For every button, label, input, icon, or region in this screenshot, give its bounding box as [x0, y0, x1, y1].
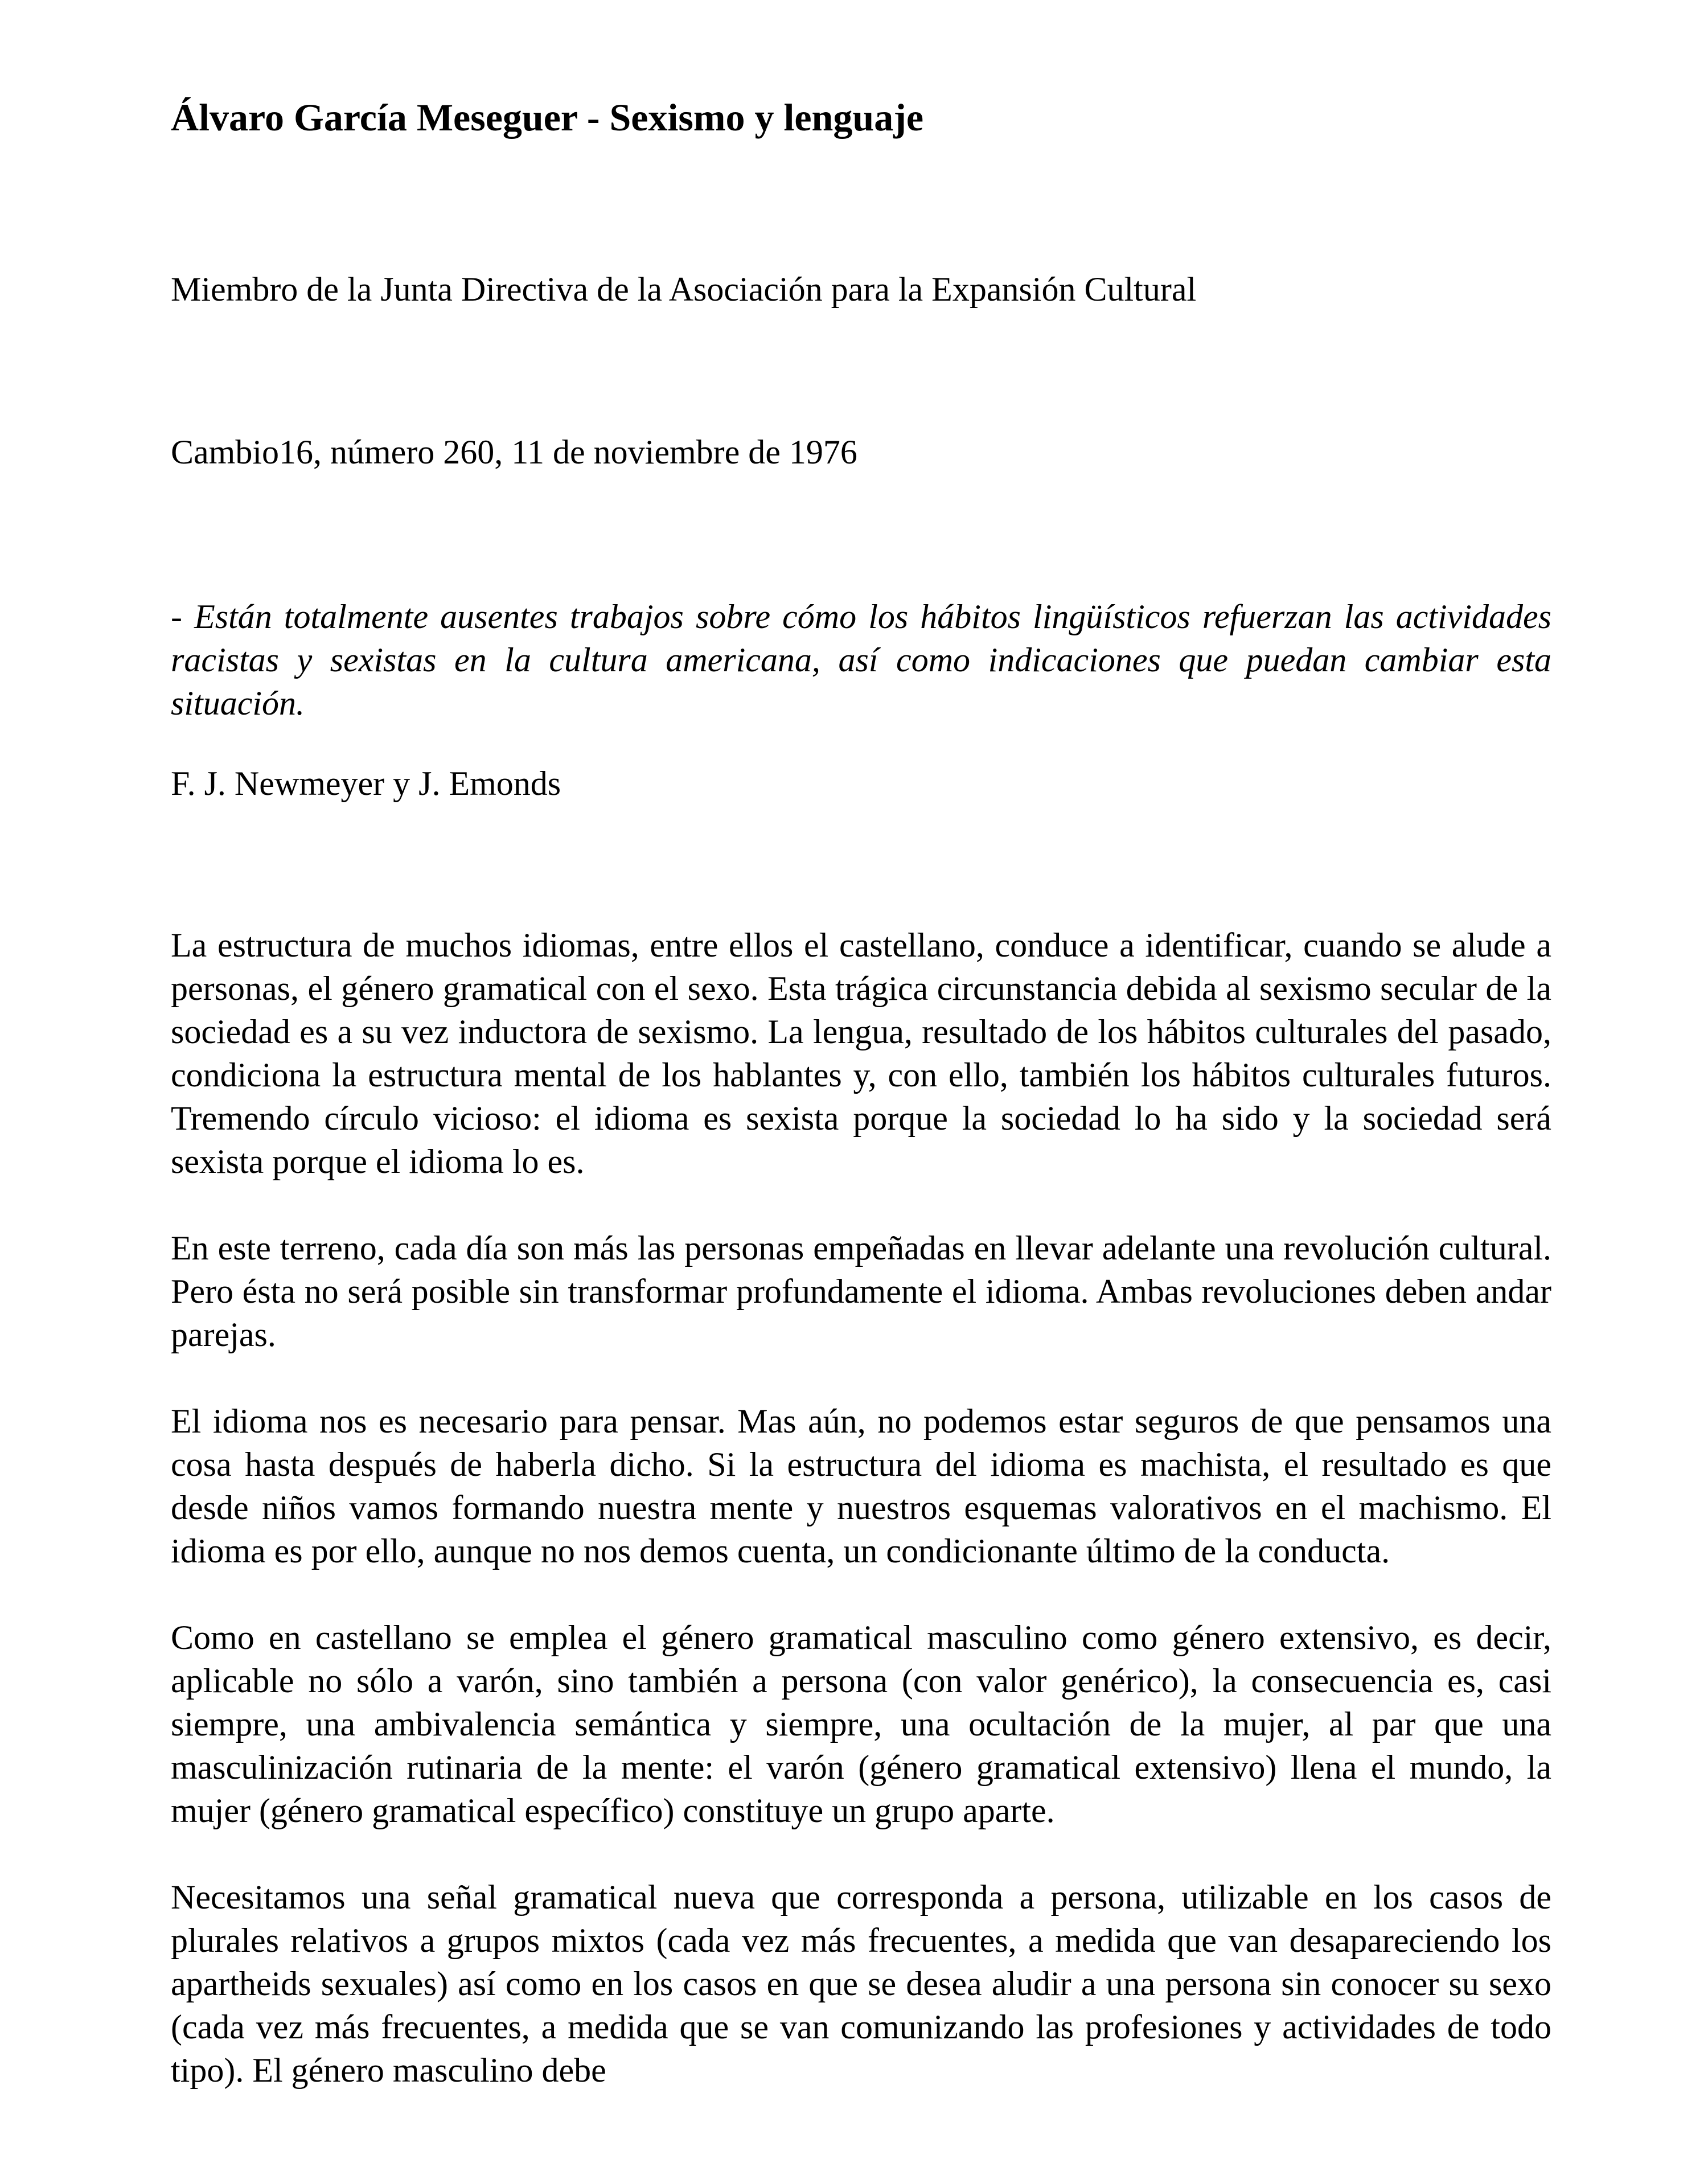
- epigraph: [171, 595, 1551, 725]
- body-paragraph: Como en castellano se emplea el género gramatical masculino como género extensivo, es decir, aplicable no sólo a varón, sino también a persona (con valor genérico), la consecuencia es, casi siempre, una ambivalencia semántica y siempre, una ocultación de la mujer, al par que una masculinización rutinaria de la mente: el varón (género gramatical extensivo) llena el mundo, la mujer (género gramatical específico) constituye un grupo aparte.: [171, 1619, 1551, 1829]
- body-paragraph: La estructura de muchos idiomas, entre ellos el castellano, conduce a identificar, cuando se alude a personas, el género gramatical con el sexo. Esta trágica circunstancia debida al sexismo secular de la sociedad es a su vez inductora de sexismo. La lengua, resultado de los hábitos culturales del pasado, condiciona la estructura mental de los hablantes y, con ello, también los hábitos culturales futuros. Tremendo círculo vicioso: el idioma es sexista porque la sociedad lo ha sido y la sociedad será sexista porque el idioma lo es.: [171, 926, 1551, 1180]
- body-paragraph: El idioma nos es necesario para pensar. Mas aún, no podemos estar seguros de que pensamos una cosa hasta después de haberla dicho. Si la estructura del idioma es machista, el resultado es que desde niños vamos formando nuestra mente y nuestros esquemas valorativos en el machismo. El idioma es por ello, aunque no nos demos cuenta, un condicionante último de la conducta.: [171, 1402, 1551, 1570]
- epigraph-author: F. J. Newmeyer y J. Emonds: [171, 765, 561, 802]
- epigraph-quote: Están totalmente ausentes trabajos sobre cómo los hábitos lingüísticos refuerzan las actividades racistas y sexistas en la cultura americana, así como indicaciones que puedan cambiar esta situación.: [171, 598, 1551, 722]
- document-title: Álvaro García Meseguer - Sexismo y lenguaje: [171, 96, 924, 139]
- epigraph-dash: -: [171, 598, 195, 635]
- author-affiliation: Miembro de la Junta Directiva de la Asociación para la Expansión Cultural: [171, 270, 1197, 308]
- body-paragraph: Necesitamos una señal gramatical nueva que corresponda a persona, utilizable en los casos de plurales relativos a grupos mixtos (cada vez más frecuentes, a medida que van desapareciendo los apartheids sexuales) así como en los casos en que se desea aludir a una persona sin conocer su sexo (cada vez más frecuentes, a medida que se van comunizando las profesiones y actividades de todo tipo). El género masculino debe: [171, 1878, 1551, 2089]
- publication-source: Cambio16, número 260, 11 de noviembre de 1976: [171, 433, 857, 471]
- article-body: [171, 924, 1551, 2135]
- body-paragraph: En este terreno, cada día son más las personas empeñadas en llevar adelante una revolución cultural. Pero ésta no será posible sin transformar profundamente el idioma. Ambas revoluciones deben andar parejas.: [171, 1229, 1551, 1353]
